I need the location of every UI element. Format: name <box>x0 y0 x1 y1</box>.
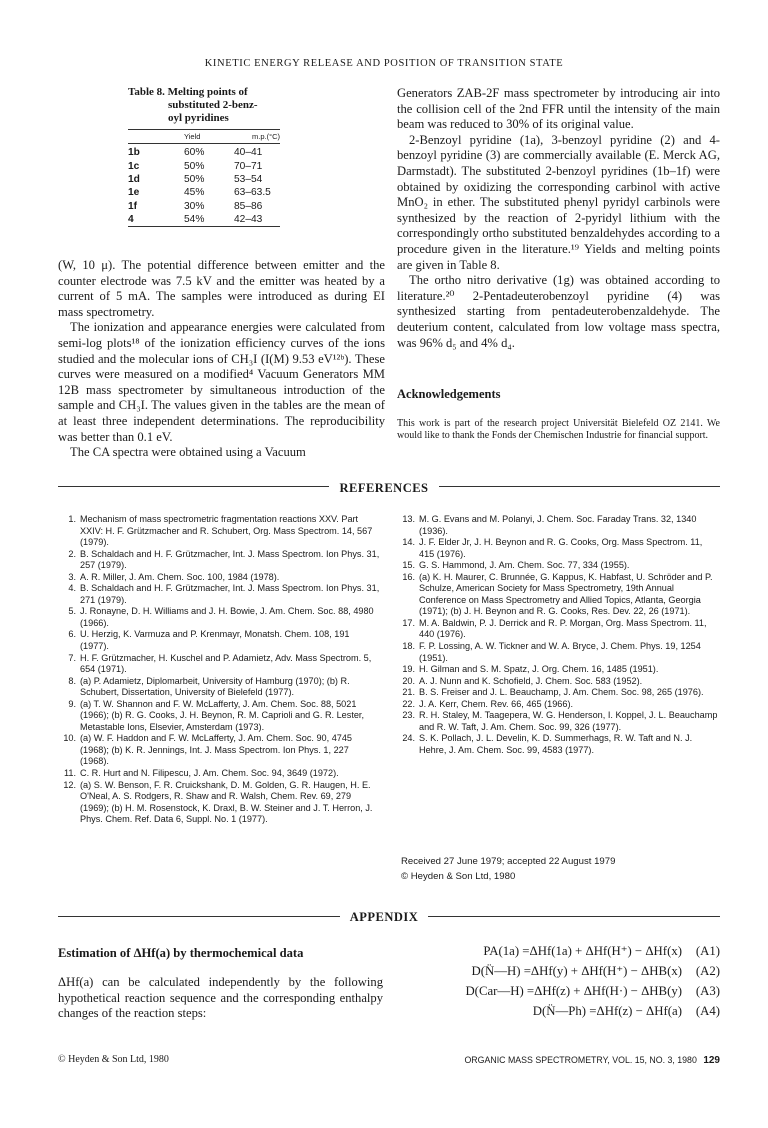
ref-number: 3. <box>68 571 76 582</box>
table-row <box>128 200 280 213</box>
ref-number: 17. <box>402 617 415 628</box>
reference-item <box>401 514 720 537</box>
references-heading-text: REFERENCES <box>329 481 438 495</box>
ref-number: 22. <box>402 698 415 709</box>
references-left <box>62 514 380 826</box>
ref-text: (a) W. F. Haddon and F. W. McLafferty, J. Am. Chem. Soc. 90, 4745 (1968); (b) K. R. Jennings, Int. J. Mass Spectrom. Ion Phys. 1, 227 (1968). <box>80 733 353 767</box>
compound-id: 1b <box>128 147 140 159</box>
appendix-heading-text: APPENDIX <box>340 910 429 924</box>
table-title-line: substituted 2-benz- <box>168 99 258 111</box>
ref-text: R. H. Staley, M. Taagepera, W. G. Henderson, I. Koppel, J. L. Beauchamp and R. W. Taft, J. Am. Chem. Soc. 99, 326 (1977). <box>419 710 718 732</box>
col-header-yield: Yield <box>184 132 201 141</box>
ref-text: S. K. Pollach, J. L. Develin, K. D. Summerhags, R. W. Taft and N. J. Hehre, J. Am. Chem. Soc. 99, 4583 (1977). <box>419 733 693 755</box>
ref-text: B. Schaldach and H. F. Grützmacher, Int. J. Mass Spectrom. Ion Phys. 31, 271 (1979). <box>80 583 380 605</box>
ref-text: M. G. Evans and M. Polanyi, J. Chem. Soc. Faraday Trans. 32, 1340 (1936). <box>419 514 697 536</box>
equation-label: (A1) <box>695 944 720 958</box>
equation-label: (A3) <box>695 984 720 998</box>
paragraph: 2-Benzoyl pyridine (1a), 3-benzoyl pyridine (2) and 4-benzoyl pyridine (3) are commercially available (E. Merck AG, Darmstadt). The substituted 2-benzoyl pyridines (1b–1f) were obtained by oxidizing the corresponding carbinol with active MnO₂ in ether. The substituted phenyl pyridyl carbinols were synthesized by the reaction of 2-pyridyl lithium with the correspondingly ortho substituted benzaldehydes according to a procedure given in the literature.¹⁹ Yields and melting points are given in Table 8. <box>397 132 720 272</box>
compound-id: 1c <box>128 160 140 172</box>
reference-item <box>401 618 720 641</box>
footer-journal <box>464 1055 720 1066</box>
equation-rhs: ΔHf(z) − ΔHf(a) <box>596 1004 682 1018</box>
ref-number: 11. <box>63 768 76 779</box>
table-row <box>128 159 280 172</box>
equation <box>408 981 720 1001</box>
ref-text: J. A. Kerr, Chem. Rev. 66, 465 (1966). <box>419 698 574 709</box>
ref-number: 16. <box>402 571 415 582</box>
ref-text: C. R. Hurt and N. Filipescu, J. Am. Chem. Soc. 94, 3649 (1972). <box>80 768 339 779</box>
right-column <box>397 86 720 351</box>
compound-id: 1f <box>128 200 138 212</box>
ref-number: 4. <box>68 583 76 594</box>
reference-item <box>401 710 720 733</box>
reference-item <box>62 629 380 652</box>
running-header: KINETIC ENERGY RELEASE AND POSITION OF TRANSITION STATE <box>204 58 564 69</box>
table-title-line: oyl pyridines <box>168 112 229 124</box>
reference-item <box>62 606 380 629</box>
reference-item <box>401 699 720 711</box>
ref-number: 24. <box>402 733 415 744</box>
ref-text: A. J. Nunn and K. Schofield, J. Chem. Soc. 583 (1952). <box>419 675 643 686</box>
appendix-heading <box>0 910 768 925</box>
yield-cell: 50% <box>184 173 205 185</box>
ref-text: (a) T. W. Shannon and F. W. McLafferty, J. Am. Chem. Soc. 88, 5021 (1966); (b) R. G. Cooks, J. H. Beynon, R. M. Caprioli and G. R. Lester, Metastable Ions, Elsevier, Amsterdam (1973). <box>80 698 364 732</box>
ref-number: 14. <box>402 537 415 548</box>
ref-text: B. S. Freiser and J. L. Beauchamp, J. Am. Chem. Soc. 98, 265 (1976). <box>419 687 704 698</box>
reference-item <box>62 780 380 826</box>
ref-text: J. Ronayne, D. H. Williams and J. H. Bowie, J. Am. Chem. Soc. 88, 4980 (1966). <box>80 606 374 628</box>
melting-points-table <box>128 130 280 226</box>
ref-number: 18. <box>402 641 415 652</box>
mp-cell: 53–54 <box>234 173 263 185</box>
col-header-mp: m.p.(°C) <box>252 132 280 141</box>
mp-cell: 40–41 <box>234 147 263 159</box>
paragraph: Generators ZAB-2F mass spectrometer by introducing air into the collision cell of the 2nd FFR until the intensity of the main beam was reduced to 30% of its original value. <box>397 86 720 132</box>
ref-number: 2. <box>68 548 76 559</box>
ref-text: (a) S. W. Benson, F. R. Cruickshank, D. M. Golden, G. R. Haugen, H. E. O'Neal, A. S. Rodgers, R. Shaw and R. Walsh, Chem. Rev. 69, 279 (1969); (b) H. M. Rosenstock, K. Draxl, B. W. Steiner and J. T. Herron, J. Phys. Chem. Ref. Data 6, Suppl. No. 1 (1977). <box>80 779 373 825</box>
equation-label: (A4) <box>695 1004 720 1018</box>
table-8 <box>128 86 280 227</box>
mp-cell: 85–86 <box>234 200 263 212</box>
appendix-text: ΔHf(a) can be calculated independently by the following hypothetical reaction sequence and the corresponding enthalpy changes of the reaction steps: <box>58 975 383 1021</box>
reference-item <box>62 676 380 699</box>
paragraph: The ortho nitro derivative (1g) was obtained according to literature.²⁰ 2-Pentadeuterobenzoyl pyridine (4) was synthesized starting from pentadeuterobenzaldehyde. The deuterium content, calculated from low voltage mass spectra, was 96% d₅ and 4% d₄. <box>397 273 720 350</box>
equation-lhs: D(Car—H) = <box>465 984 535 998</box>
references-right <box>401 514 720 756</box>
ref-number: 8. <box>68 675 76 686</box>
yield-cell: 60% <box>184 147 205 159</box>
equation-rhs: ΔHf(1a) + ΔHf(H⁺) − ΔHf(x) <box>529 944 682 958</box>
appendix-equations <box>408 941 720 1021</box>
ref-text: H. Gilman and S. M. Spatz, J. Org. Chem. 16, 1485 (1951). <box>419 664 659 675</box>
mp-cell: 42–43 <box>234 214 263 226</box>
ref-number: 15. <box>402 560 415 571</box>
paragraph: The ionization and appearance energies were calculated from semi-log plots¹⁸ of the ionization efficiency curves of the ions studied and the molecular ions of CH₃I (I(M) 9.53 eV¹²ᵇ). These curves were measured on a modified⁴ Vacuum Generators MM 12B mass spectrometer by simultaneous introduction of the sample and CH₃I. The values given in the tables are the mean of at least three independent determinations. The reproducibility was better than 0.1 eV. <box>58 320 385 444</box>
appendix-subheading: Estimation of ΔHf(a) by thermochemical data <box>58 946 304 960</box>
yield-cell: 30% <box>184 200 205 212</box>
reference-item <box>401 687 720 699</box>
yield-cell: 45% <box>184 187 205 199</box>
reference-item <box>401 572 720 618</box>
equation-label: (A2) <box>695 964 720 978</box>
equation <box>408 1001 720 1021</box>
equation <box>408 961 720 981</box>
table-title <box>128 86 280 125</box>
table-row <box>128 213 280 226</box>
ref-text: U. Herzig, K. Varmuza and P. Krenmayr, Monatsh. Chem. 108, 191 (1977). <box>80 629 350 652</box>
reference-item <box>401 560 720 572</box>
yield-cell: 50% <box>184 160 205 172</box>
paragraph: (W, 10 μ). The potential difference between emitter and the counter electrode was 7.5 kV and the emitter was heated by a current of 5 mA. The samples were introduced as during EI mass spectrometry. <box>58 258 385 319</box>
ref-text: (a) P. Adamietz, Diplomarbeit, University of Hamburg (1970); (b) R. Schubert, Dissertation, University of Bielefeld (1977). <box>80 675 350 698</box>
ref-number: 9. <box>68 698 76 709</box>
ref-number: 21. <box>402 687 415 698</box>
ref-number: 19. <box>402 664 415 675</box>
ref-number: 12. <box>63 779 76 790</box>
reference-item <box>62 549 380 572</box>
table-row <box>128 146 280 159</box>
reference-item <box>401 537 720 560</box>
reference-item <box>62 733 380 768</box>
equation <box>408 941 720 961</box>
yield-cell: 54% <box>184 214 205 226</box>
equation-lhs: D(N̈—Ph) = <box>532 1004 597 1018</box>
reference-item <box>62 653 380 676</box>
received-info <box>401 854 720 884</box>
ref-text: A. R. Miller, J. Am. Chem. Soc. 100, 1984 (1978). <box>80 571 280 582</box>
reference-item <box>62 514 380 549</box>
compound-id: 1d <box>128 173 140 185</box>
reference-item <box>401 664 720 676</box>
acknowledgements-heading: Acknowledgements <box>397 387 501 401</box>
equation-lhs: D(N̈—H) = <box>471 964 531 978</box>
reference-item <box>62 699 380 734</box>
footer-copyright: © Heyden & Son Ltd, 1980 <box>58 1054 169 1065</box>
ref-text: G. S. Hammond, J. Am. Chem. Soc. 77, 334 (1955). <box>419 560 630 571</box>
ref-number: 20. <box>402 675 415 686</box>
compound-id: 4 <box>128 214 134 226</box>
ref-number: 10. <box>63 733 76 744</box>
acknowledgements <box>397 387 720 443</box>
paragraph: The CA spectra were obtained using a Vacuum <box>70 445 306 460</box>
equation-rhs: ΔHf(z) + ΔHf(H·) − ΔHB(y) <box>534 984 682 998</box>
ref-text: B. Schaldach and H. F. Grützmacher, Int. J. Mass Spectrom. Ion Phys. 31, 257 (1979). <box>80 548 380 571</box>
ref-number: 7. <box>68 652 76 663</box>
ref-number: 6. <box>68 629 76 640</box>
ref-text: M. A. Baldwin, P. J. Derrick and R. P. Morgan, Org. Mass Spectrom. 11, 440 (1976). <box>419 617 707 640</box>
reference-item <box>62 583 380 606</box>
equation-lhs: PA(1a) = <box>483 944 530 958</box>
ref-number: 5. <box>68 606 76 617</box>
table-row <box>128 186 280 199</box>
reference-item <box>62 572 380 584</box>
ref-text: H. F. Grützmacher, H. Kuschel and P. Adamietz, Adv. Mass Spectrom. 5, 654 (1971). <box>80 652 372 675</box>
ref-text: (a) K. H. Maurer, C. Brunnée, G. Kappus, K. Habfast, U. Schröder and P. Schulze, American Society for Mass Spectrometry, 19th Annual Conference on Mass Spectrometry and Allied Topics, Atlanta, Georgia (1971); (b) J. H. Beynon and R. G. Cooks, Res. Dev. 22, 26 (1971). <box>419 571 713 617</box>
ref-text: Mechanism of mass spectrometric fragmentation reactions XXV. Part XXIV: H. F. Grützmacher and R. Schubert, Org. Mass Spectrom. 14, 567 (1979). <box>80 514 373 548</box>
ref-text: J. F. Elder Jr, J. H. Beynon and R. G. Cooks, Org. Mass Spectrom. 11, 415 (1976). <box>419 537 703 559</box>
equation-rhs: ΔHf(y) + ΔHf(H⁺) − ΔHB(x) <box>530 964 682 978</box>
ref-number: 13. <box>402 514 415 524</box>
acknowledgements-text: This work is part of the research project Universität Bielefeld OZ 2141. We would like to thank the Fonds der Chemischen Industrie for financial support. <box>397 418 720 442</box>
ref-number: 1. <box>68 514 76 524</box>
compound-id: 1e <box>128 187 140 199</box>
ref-number: 23. <box>402 710 415 721</box>
mp-cell: 70–71 <box>234 160 263 172</box>
mp-cell: 63–63.5 <box>234 187 271 199</box>
page-number: 129 <box>703 1055 720 1066</box>
reference-item <box>62 768 380 780</box>
reference-item <box>401 641 720 664</box>
reference-item <box>401 676 720 688</box>
table-title-line: Table 8. Melting points of <box>128 86 248 98</box>
references-heading <box>0 481 768 496</box>
table-row <box>128 173 280 186</box>
reference-item <box>401 733 720 756</box>
received-dates: Received 27 June 1979; accepted 22 August 1979 <box>401 856 616 867</box>
copyright-notice: © Heyden & Son Ltd, 1980 <box>401 871 516 882</box>
appendix-left <box>58 946 383 1022</box>
ref-text: F. P. Lossing, A. W. Tickner and W. A. Bryce, J. Chem. Phys. 19, 1254 (1951). <box>419 641 701 663</box>
journal-citation: ORGANIC MASS SPECTROMETRY, VOL. 15, NO. 3, 1980 <box>464 1055 697 1065</box>
left-column <box>58 258 385 461</box>
